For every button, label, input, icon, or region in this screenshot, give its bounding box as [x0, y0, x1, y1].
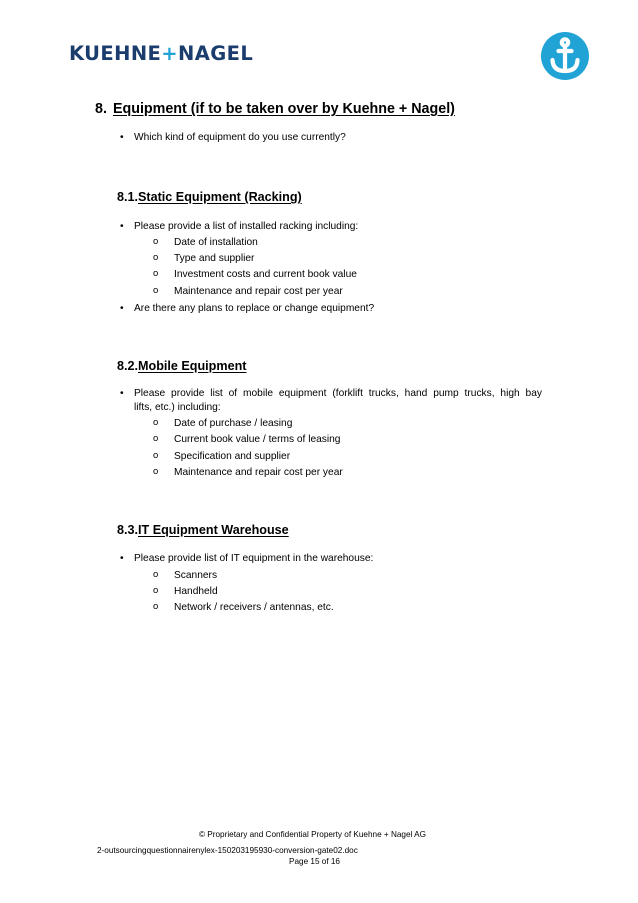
- sub-bullet-marker: o: [153, 466, 159, 477]
- bullet-text: lifts, etc.) including:: [134, 402, 221, 413]
- subsection-number: 8.1.: [117, 190, 139, 204]
- logo-word-right: NAGEL: [178, 42, 254, 65]
- subsection-title: Mobile Equipment: [138, 359, 247, 373]
- footer-copyright: © Proprietary and Confidential Property of Kuehne + Nagel AG: [199, 830, 426, 839]
- sub-bullet-text: Maintenance and repair cost per year: [174, 467, 343, 478]
- subsection-number: 8.2.: [117, 359, 139, 373]
- sub-bullet-text: Date of installation: [174, 237, 258, 248]
- bullet-marker: •: [120, 221, 124, 232]
- bullet-text: Please provide a list of installed racking including:: [134, 221, 359, 232]
- sub-bullet-text: Specification and supplier: [174, 451, 291, 462]
- sub-bullet-marker: o: [153, 236, 159, 247]
- sub-bullet-marker: o: [153, 433, 159, 444]
- subsection-heading: [117, 359, 246, 374]
- subsection-heading: [117, 190, 302, 205]
- sub-bullet-marker: o: [153, 601, 159, 612]
- section-number: 8.: [95, 101, 107, 117]
- sub-bullet-marker: o: [153, 450, 159, 461]
- bullet-marker: •: [120, 132, 124, 143]
- bullet-marker: •: [120, 303, 124, 314]
- footer-filename: 2-outsourcingquestionnairenylex-150203195930-conversion-gate02.doc: [97, 846, 358, 855]
- bullet-marker: •: [120, 388, 124, 399]
- sub-bullet-text: Current book value / terms of leasing: [174, 434, 341, 445]
- logo-plus: +: [161, 42, 179, 65]
- sub-bullet-marker: o: [153, 268, 159, 279]
- sub-bullet-text: Scanners: [174, 570, 218, 581]
- bullet-marker: •: [120, 553, 124, 564]
- sub-bullet-text: Handheld: [174, 586, 218, 597]
- subsection-heading: [117, 523, 289, 538]
- section-title: Equipment (if to be taken over by Kuehne + Nagel): [112, 101, 455, 117]
- sub-bullet-marker: o: [153, 285, 159, 296]
- company-logo: [69, 44, 253, 64]
- sub-bullet-text: Network / receivers / antennas, etc.: [174, 602, 334, 613]
- anchor-icon: [539, 30, 591, 82]
- sub-bullet-text: Maintenance and repair cost per year: [174, 286, 343, 297]
- subsection-title: IT Equipment Warehouse: [138, 523, 289, 537]
- bullet-text: Please provide list of IT equipment in the warehouse:: [134, 553, 374, 564]
- bullet-text: Are there any plans to replace or change equipment?: [134, 303, 375, 314]
- footer-page-number: Page 15 of 16: [289, 857, 340, 866]
- subsection-number: 8.3.: [117, 523, 139, 537]
- sub-bullet-marker: o: [153, 569, 159, 580]
- sub-bullet-marker: o: [153, 417, 159, 428]
- logo-word-left: KUEHNE: [69, 42, 162, 65]
- sub-bullet-marker: o: [153, 252, 159, 263]
- sub-bullet-marker: o: [153, 585, 159, 596]
- sub-bullet-text: Date of purchase / leasing: [174, 418, 293, 429]
- sub-bullet-text: Investment costs and current book value: [174, 269, 357, 280]
- subsection-title: Static Equipment (Racking): [138, 190, 302, 204]
- bullet-text: Which kind of equipment do you use currently?: [134, 132, 346, 143]
- section-heading: [95, 101, 455, 118]
- sub-bullet-text: Type and supplier: [174, 253, 255, 264]
- bullet-text: Please provide list of mobile equipment (forklift trucks, hand pump trucks, high bay: [134, 388, 542, 399]
